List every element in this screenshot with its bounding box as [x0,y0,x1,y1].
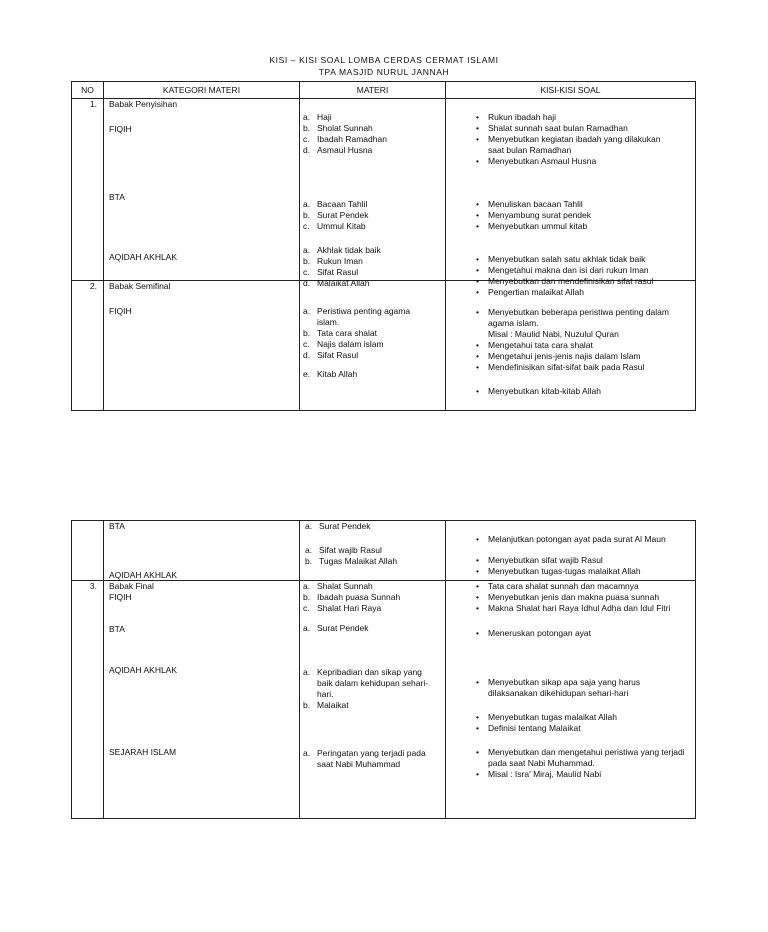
list-item: • Menyebutkan tugas malaikat Allah [476,712,617,723]
table-row [72,521,696,581]
list-item-continuation: saat Nabi Muhammad [317,759,401,769]
category-fiqih: FIQIH [109,592,132,602]
list-item: b. Rukun Iman [303,256,363,266]
list-item: • Shalat sunnah saat bulan Ramadhan [476,123,628,134]
category-bta: BTA [109,521,125,531]
list-item-continuation: agama islam. [488,318,539,328]
list-item: • Menyebutkan ummul kitab [476,221,587,232]
list-item: • Menyambung surat pendek [476,210,591,221]
babak-label: Babak Penyisihan [109,99,178,109]
list-item: b. Tugas Malaikat Allah [305,556,398,566]
category-sejarah: SEJARAH ISLAM [109,747,177,757]
row-number: 2. [89,281,97,291]
list-item: • Pengertian malaikat Allah [476,287,584,298]
category-fiqih: FIQIH [109,124,132,134]
list-item: c. Sifat Rasul [303,267,359,277]
list-item: d. Malaikat Allah [303,278,370,288]
list-item: • Menyebutkan sikap apa saja yang harus [476,677,640,688]
list-item: b. Malaikat [303,700,349,710]
list-item: b. Ibadah puasa Sunnah [303,592,401,602]
table-row [72,99,696,281]
table-header-row [72,82,696,99]
document-subtitle: TPA MASJID NURUL JANNAH [318,67,450,77]
row-number: 3. [89,581,97,591]
category-bta: BTA [109,192,125,202]
list-item: • Menyebutkan kegiatan ibadah yang dilakukan [476,134,661,145]
list-item: b. Sholat Sunnah [303,123,373,133]
list-item: • Mengetahui makna dan isi dari rukun Iman [476,265,649,276]
header-no: NO [72,82,104,99]
list-item: a. Shalat Sunnah [303,581,373,591]
category-aqidah: AQIDAH AKHLAK [109,252,178,262]
list-item-continuation: hari. [317,689,334,699]
list-item: • Tata cara shalat sunnah dan macamnya [476,581,639,592]
list-item: • Misal : Isra' Miraj, Maulid Nabi [476,769,601,780]
list-item: b. Surat Pendek [303,210,369,220]
kisi-table-page-2 [71,520,696,819]
list-item: a. Surat Pendek [305,521,371,531]
list-item: • Mendefinisikan sifat-sifat baik pada Rasul [476,362,644,373]
list-item: • Menuliskan bacaan Tahlil [476,199,583,210]
list-item: a. Akhlak tidak baik [303,245,381,255]
list-item: a. Sifat wajib Rasul [305,545,382,555]
list-item-continuation: pada saat Nabi Muhammad. [488,758,595,768]
list-item: c. Ibadah Ramadhan [303,134,387,144]
list-item-continuation: Misal : Maulid Nabi, Nuzulul Quran [488,329,619,339]
list-item: • Mengetahui jenis-jenis najis dalam Islam [476,351,641,362]
list-item: a. Surat Pendek [303,623,369,633]
list-item: • Menyebutkan sifat wajib Rasul [476,555,603,566]
list-item: a. Peringatan yang terjadi pada [303,748,426,758]
list-item: d. Sifat Rasul [303,350,359,360]
list-item: c. Ummul Kitab [303,221,366,231]
list-item: • Definisi tentang Malaikat [476,723,581,734]
list-item-continuation: islam. [317,317,340,327]
babak-label: Babak Semifinal [109,281,171,291]
list-item: • Makna Shalat hari Raya Idhul Adha dan Idul Fitri [476,603,670,614]
list-item: • Menyebutkan beberapa peristiwa penting dalam [476,307,669,318]
table-row [72,581,696,819]
list-item: • Rukun ibadah haji [476,112,556,123]
header-kategori: KATEGORI MATERI [104,82,300,99]
list-item: • Mengetahui tata cara shalat [476,340,593,351]
list-item: • Menyebutkan dan mendefinisikan sifat rasul [476,276,653,287]
category-bta: BTA [109,624,125,634]
list-item: • Menyebutkan salah satu akhlak tidak baik [476,254,645,265]
table-row [72,281,696,411]
list-item: • Menyebutkan kitab-kitab Allah [476,386,601,397]
kisi-table-page-1 [71,81,696,411]
list-item-continuation: dilaksanakan dikehidupan sehari-hari [488,688,629,698]
list-item: c. Najis dalam islam [303,339,384,349]
list-item: • Menyebutkan jenis dan makna puasa sunnah [476,592,659,603]
list-item: • Melanjutkan potongan ayat pada surat Al Maun [476,534,666,545]
category-fiqih: FIQIH [109,306,132,316]
list-item: • Meneruskan potongan ayat [476,628,591,639]
list-item: • Menyebutkan Asmaul Husna [476,156,596,167]
list-item: a. Bacaan Tahlil [303,199,368,209]
list-item: b. Tata cara shalat [303,328,378,338]
row-number: 1. [89,99,97,109]
category-aqidah: AQIDAH AKHLAK [109,570,178,580]
header-materi: MATERI [300,82,446,99]
babak-label: Babak Final [109,581,154,591]
header-kisi: KISI-KISI SOAL [446,82,696,99]
category-aqidah: AQIDAH AKHLAK [109,665,178,675]
list-item: d. Asmaul Husna [303,145,373,155]
list-item: • Menyebutkan dan mengetahui peristiwa yang terjadi [476,747,685,758]
list-item-continuation: saat bulan Ramadhan [488,145,572,155]
list-item-continuation: baik dalam kehidupan sehari- [317,678,429,688]
list-item: c. Shalat Hari Raya [303,603,382,613]
list-item: a. Peristiwa penting agama [303,306,411,316]
document-title: KISI – KISI SOAL LOMBA CERDAS CERMAT ISLAMI [269,55,499,65]
list-item: a. Kepribadian dan sikap yang [303,667,422,677]
list-item: • Menyebutkan tugas-tugas malaikat Allah [476,566,641,577]
list-item: e. Kitab Allah [303,369,358,379]
list-item: a. Haji [303,112,332,122]
